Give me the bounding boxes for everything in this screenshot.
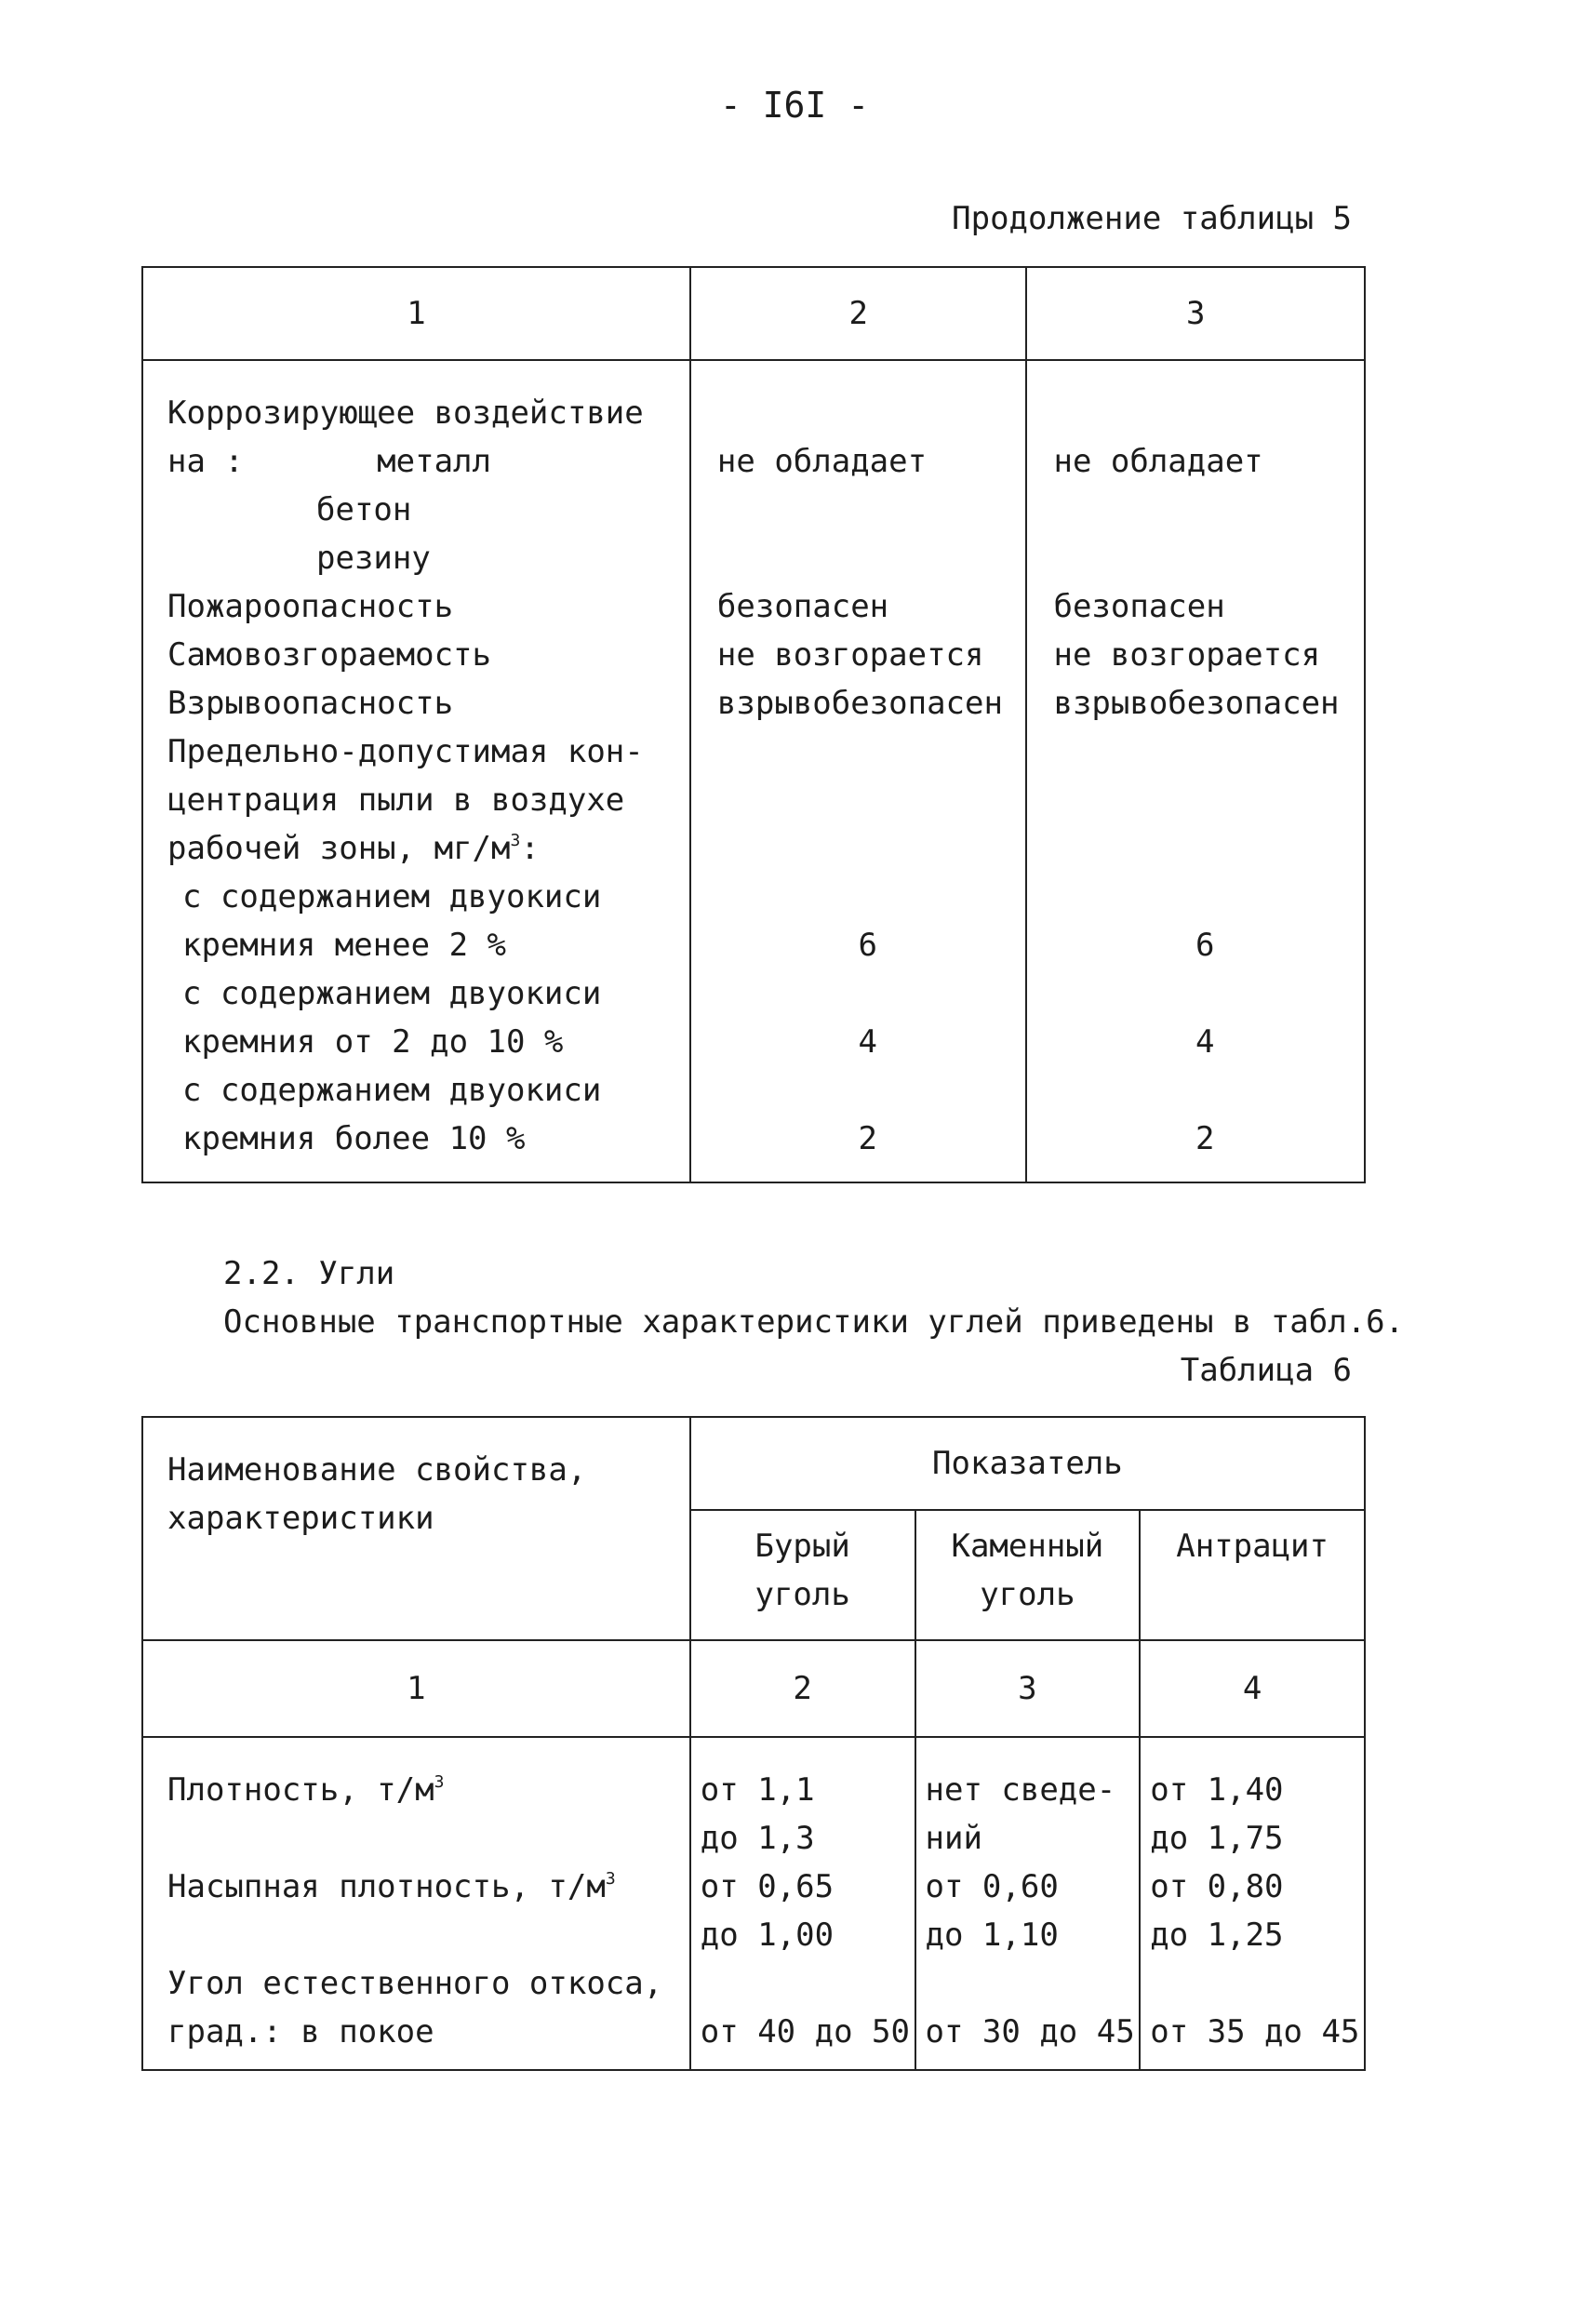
table6-row-value-anthracite: до 1,75 (1150, 1820, 1284, 1857)
page-number: - I6I - (719, 85, 870, 126)
table5-row-value-3: безопасен (1053, 588, 1225, 625)
table5-row-value-3 (1053, 486, 1356, 534)
table6-row-value-hard (926, 1959, 1140, 2008)
table5-row-value-3: 2 (1195, 1120, 1215, 1157)
table5-row-value-2: 2 (858, 1120, 877, 1157)
table5-row-value-3: 4 (1195, 1023, 1215, 1061)
table5-row-label: на : металл (167, 443, 491, 480)
table6-row-value-brown: от 1,1 (700, 1771, 815, 1809)
table6-subhead-3-line2 (1141, 1570, 1364, 1619)
table6-row-value-brown: до 1,00 (700, 1917, 835, 1954)
table6-head-indicator: Показатель (690, 1417, 1365, 1510)
table5-row-value-2 (717, 534, 1019, 582)
table6-row-label (167, 1911, 682, 1959)
table5-row-label: Коррозирующее воздействие (167, 394, 644, 432)
table5-header-row (142, 267, 1365, 360)
table6-row-label (167, 1814, 682, 1863)
table6-row-value-anthracite: от 0,80 (1150, 1868, 1284, 1905)
table5-row-value-2: безопасен (716, 588, 889, 625)
table5-col-property (142, 360, 690, 1182)
table6-col-property (142, 1737, 690, 2070)
table6-subhead-brown-coal (690, 1510, 915, 1640)
table6-subhead-2-line2: уголь (980, 1576, 1075, 1613)
table5-row-value-2 (717, 486, 1019, 534)
section-heading: 2.2. Угли (223, 1255, 395, 1292)
table6-subhead-1-line1: Бурый (754, 1528, 850, 1565)
table5-row-value-3 (1053, 728, 1356, 776)
table5-row-value-3: взрывобезопасен (1053, 685, 1340, 722)
table5-row-value-2 (717, 776, 1019, 824)
table5-row-label: центрация пыли в воздухе (167, 781, 625, 819)
table5-row-value-2: 6 (858, 927, 877, 964)
table6-col-anthracite (1140, 1737, 1365, 2070)
table6-colnum-3: 3 (915, 1640, 1141, 1737)
table6-row-value-brown: от 40 до 50 (700, 2013, 910, 2050)
table6-row-value-anthracite: от 1,40 (1150, 1771, 1284, 1809)
table5-row-value-2 (717, 389, 1019, 437)
table-6 (141, 1416, 1366, 2071)
table5-row-label: резину (316, 540, 431, 577)
table6-body (142, 1737, 1365, 2070)
table6-row-value-hard: ний (925, 1820, 982, 1857)
table5-row-label: с содержанием двуокиси (182, 975, 602, 1012)
table5-row-label: с содержанием двуокиси (182, 1072, 602, 1109)
table6-subhead-anthracite (1140, 1510, 1365, 1640)
table5-header-3: 3 (1026, 267, 1365, 360)
table5-caption: Продолжение таблицы 5 (952, 200, 1352, 237)
table5-col-2 (690, 360, 1027, 1182)
table5-row-label: кремния менее 2 % (182, 927, 506, 964)
table5-row-value-2 (717, 1066, 1019, 1115)
table5-row-value-2: не обладает (716, 443, 928, 480)
table6-row-label: Угол естественного откоса, (167, 1965, 663, 2002)
table6-subhead-1-line2: уголь (754, 1576, 850, 1613)
table6-subhead-2-line1: Каменный (951, 1528, 1104, 1565)
table6-row-value-hard: до 1,10 (925, 1917, 1059, 1954)
table5-header-1: 1 (142, 267, 690, 360)
table6-subhead-3-line1: Антрацит (1176, 1528, 1329, 1565)
table5-row-value-3 (1053, 389, 1356, 437)
table-5 (141, 266, 1366, 1183)
table6-row-value-brown (701, 1959, 915, 2008)
table5-row-label: кремния от 2 до 10 % (182, 1023, 564, 1061)
table6-head-property-line2: характеристики (167, 1500, 434, 1537)
table6-head-property (142, 1417, 690, 1640)
table5-row-value-3: не возгорается (1053, 636, 1321, 674)
section-text: Основные транспортные характеристики углей приведены в табл.6. (223, 1303, 1405, 1341)
table5-row-value-2 (717, 824, 1019, 873)
table6-caption: Таблица 6 (1180, 1352, 1352, 1389)
table5-row-value-2: 4 (858, 1023, 877, 1061)
table5-row-value-3: 6 (1195, 927, 1215, 964)
table5-row-label: Самовозгораемость (167, 636, 491, 674)
table6-colnum-2: 2 (690, 1640, 915, 1737)
table5-row-value-2: не возгорается (716, 636, 984, 674)
table5-row-value-2 (717, 873, 1019, 921)
table5-row-value-2: взрывобезопасен (716, 685, 1003, 722)
table6-row-label: Насыпная плотность, $т/м^3$ (167, 1868, 616, 1905)
table6-row-value-hard: нет сведе- (925, 1771, 1116, 1809)
table5-col-3 (1026, 360, 1365, 1182)
table6-col-brown-coal (690, 1737, 915, 2070)
table5-row-label: рабочей зоны, $мг/м^3$: (167, 830, 540, 867)
table5-row-label: бетон (316, 491, 412, 528)
table5-row-value-3 (1053, 873, 1356, 921)
table6-col-hard-coal (915, 1737, 1141, 2070)
table5-row-label: Предельно-допустимая кон- (167, 733, 644, 770)
table6-head-property-line1: Наименование свойства, (167, 1451, 587, 1489)
table5-row-label: с содержанием двуокиси (182, 878, 602, 915)
table6-row-value-anthracite: до 1,25 (1150, 1917, 1284, 1954)
table5-header-2: 2 (690, 267, 1027, 360)
table6-subhead-hard-coal (915, 1510, 1141, 1640)
table5-row-label: кремния более 10 % (182, 1120, 526, 1157)
table6-row-value-hard: от 0,60 (925, 1868, 1059, 1905)
table5-row-value-3: не обладает (1053, 443, 1263, 480)
table6-colnum-4: 4 (1140, 1640, 1365, 1737)
table6-colnum-1: 1 (142, 1640, 690, 1737)
table6-row-value-anthracite (1150, 1959, 1364, 2008)
table5-row-label: Пожароопасность (167, 588, 454, 625)
table6-row-label: град.: в покое (167, 2013, 434, 2050)
table6-head-row (142, 1417, 1365, 1510)
table5-row-value-3 (1053, 776, 1356, 824)
table5-row-value-3 (1053, 824, 1356, 873)
table6-row-value-brown: от 0,65 (700, 1868, 835, 1905)
table5-row-value-3 (1053, 969, 1356, 1018)
table5-row-label: Взрывоопасность (167, 685, 454, 722)
table5-row-value-3 (1053, 1066, 1356, 1115)
table6-row-label: Плотность, $т/м^3$ (167, 1771, 445, 1809)
table5-row-value-2 (717, 969, 1019, 1018)
table5-body (142, 360, 1365, 1182)
table6-row-value-hard: от 30 до 45 (925, 2013, 1135, 2050)
table5-row-value-3 (1053, 534, 1356, 582)
table6-row-value-anthracite: от 35 до 45 (1150, 2013, 1360, 2050)
table5-row-value-2 (717, 728, 1019, 776)
table6-number-row (142, 1640, 1365, 1737)
table6-row-value-brown: до 1,3 (700, 1820, 815, 1857)
